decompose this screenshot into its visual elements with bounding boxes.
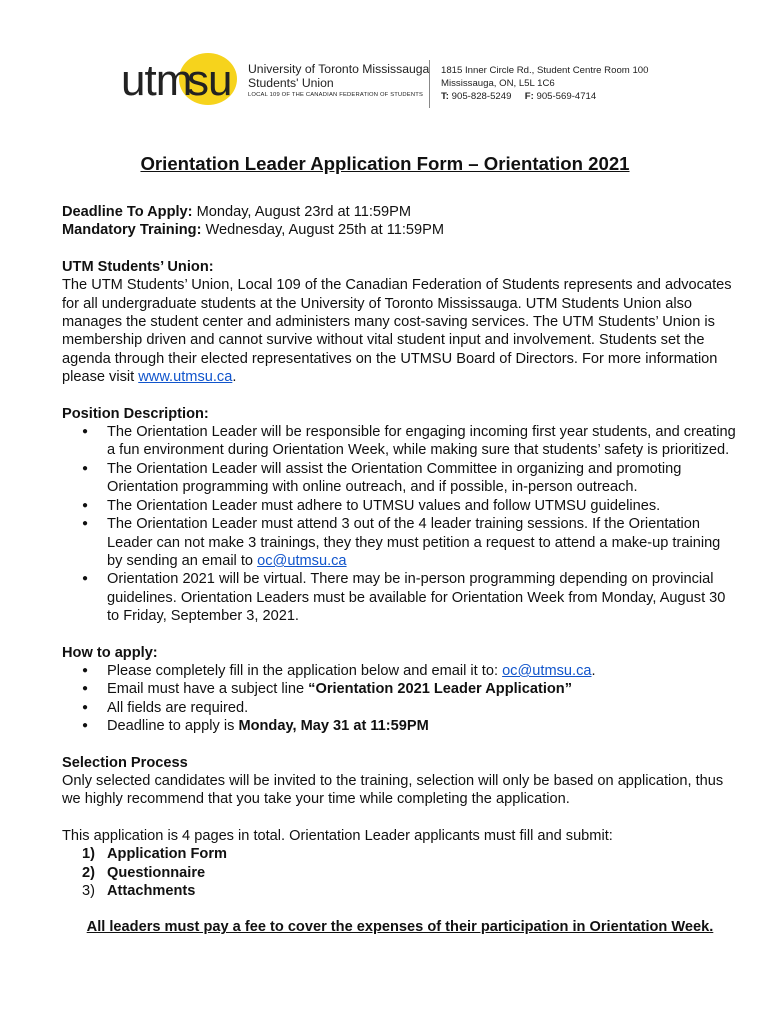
list-item: ● The Orientation Leader will be responsible for engaging incoming first year students, and creating a fun environment during Orientation Week, while making sure that students’ safety is prioritized. — [107, 423, 738, 460]
list-item — [82, 845, 738, 863]
address-line-2: Mississauga, ON, L5L 1C6 — [441, 78, 555, 89]
training-label: Mandatory Training: — [62, 222, 202, 239]
address-line-1: 1815 Inner Circle Rd., Student Centre Room 100 — [441, 65, 649, 76]
apply-email-link[interactable]: oc@utmsu.ca — [502, 662, 592, 679]
list-item — [107, 680, 738, 698]
union-heading — [62, 258, 738, 276]
list-item-text: Deadline to apply is — [107, 718, 239, 735]
logo-prefix: utm — [121, 56, 192, 105]
union-body-end: . — [232, 369, 237, 386]
utmsu-website-link[interactable]: www.utmsu.ca — [138, 369, 233, 386]
position-heading — [62, 405, 738, 423]
list-item — [82, 864, 738, 882]
apply-heading — [62, 644, 738, 662]
list-item-text: The Orientation Leader must attend 3 out of the 4 leader training sessions. If the Orientation Leader can not make 3 trainings, they they must petition a request to attend a make-up training by sending an email to — [107, 516, 721, 569]
list-item — [107, 717, 738, 735]
header-divider — [429, 60, 430, 108]
position-list — [62, 423, 738, 625]
list-item-text: Please completely fill in the application below and email it to: — [107, 662, 503, 679]
list-item-end: . — [591, 662, 596, 679]
document-body — [62, 203, 738, 937]
union-heading-text: UTM Students’ Union: — [62, 258, 214, 275]
fax-number: 905-569-4714 — [536, 91, 597, 102]
position-heading-text: Position Description: — [62, 405, 209, 422]
subject-line: “Orientation 2021 Leader Application” — [308, 681, 572, 698]
list-number: 3) — [82, 883, 95, 899]
org-line-3: LOCAL 109 OF THE CANADIAN FEDERATION OF STUDENTS — [248, 92, 424, 98]
training-line — [62, 221, 738, 239]
organization-name — [248, 62, 429, 100]
letterhead — [121, 50, 681, 110]
org-line-1: University of Toronto Mississauga — [248, 62, 430, 76]
list-number: 1) — [82, 846, 95, 863]
list-item-label: Application Form — [107, 846, 227, 863]
list-item-text: Email must have a subject line — [107, 681, 309, 698]
deadline-label: Deadline To Apply: — [62, 204, 193, 220]
union-body-text: The UTM Students’ Union, Local 109 of the Canadian Federation of Students represents and advocates for all undergraduate students at the University of Toronto Mississauga. UTM Students Union also manages the student center and administers many cost-saving services. The UTM Students’ Union is membership driven and cannot survive without vital student input and involvement. Students set the agenda through their elected representatives on the UTMSU Board of Directors. For more information please visit — [62, 277, 732, 386]
list-item-label: Questionnaire — [107, 864, 206, 881]
fee-notice: All leaders must pay a fee to cover the expenses of their participation in Orientation Week. — [86, 919, 714, 936]
list-item: ● The Orientation Leader will assist the Orientation Committee in organizing and promoting Orientation programming with online outreach, and if possible, in-person outreach. — [107, 460, 738, 497]
list-number: 2) — [82, 864, 95, 881]
training-value: Wednesday, August 25th at 11:59PM — [201, 222, 445, 239]
apply-heading-text: How to apply: — [62, 644, 158, 661]
phone-label: T: — [441, 91, 449, 102]
list-item: ● Orientation 2021 will be virtual. There may be in-person programming depending on provincial guidelines. Orientation Leaders must be available for Orientation Week from Monday, August 30 to Friday, September 3, 2021. — [107, 570, 738, 625]
deadline-value: Monday, August 23rd at 11:59PM — [192, 204, 412, 220]
list-item-label: Attachments — [107, 883, 196, 899]
selection-heading — [62, 754, 738, 772]
apply-deadline: Monday, May 31 at 11:59PM — [238, 718, 429, 735]
selection-heading-text: Selection Process — [62, 754, 188, 771]
deadline-line — [62, 203, 738, 221]
apply-list — [62, 662, 738, 736]
selection-body: Only selected candidates will be invited to the training, selection will only be based on application, thus we highly recommend that you take your time while completing the application. — [62, 772, 724, 808]
contact-line — [441, 90, 648, 103]
address-block — [441, 64, 648, 103]
list-item — [82, 882, 738, 900]
submission-list — [62, 845, 738, 900]
list-item — [107, 515, 738, 570]
list-item: ● The Orientation Leader must adhere to UTMSU values and follow UTMSU guidelines. — [107, 497, 738, 515]
phone-number: 905-828-5249 — [451, 91, 512, 102]
oc-email-link[interactable]: oc@utmsu.ca — [257, 552, 347, 569]
list-item — [107, 662, 738, 680]
page-title: Orientation Leader Application Form – Orientation 2021 — [140, 153, 630, 174]
union-body — [62, 276, 738, 386]
logo-suffix: su — [187, 56, 232, 105]
list-item: ● All fields are required. — [107, 699, 738, 717]
application-intro: This application is 4 pages in total. Orientation Leader applicants must fill and submit: — [62, 827, 613, 844]
fax-label: F: — [524, 91, 534, 102]
org-line-2: Students' Union — [248, 76, 334, 90]
